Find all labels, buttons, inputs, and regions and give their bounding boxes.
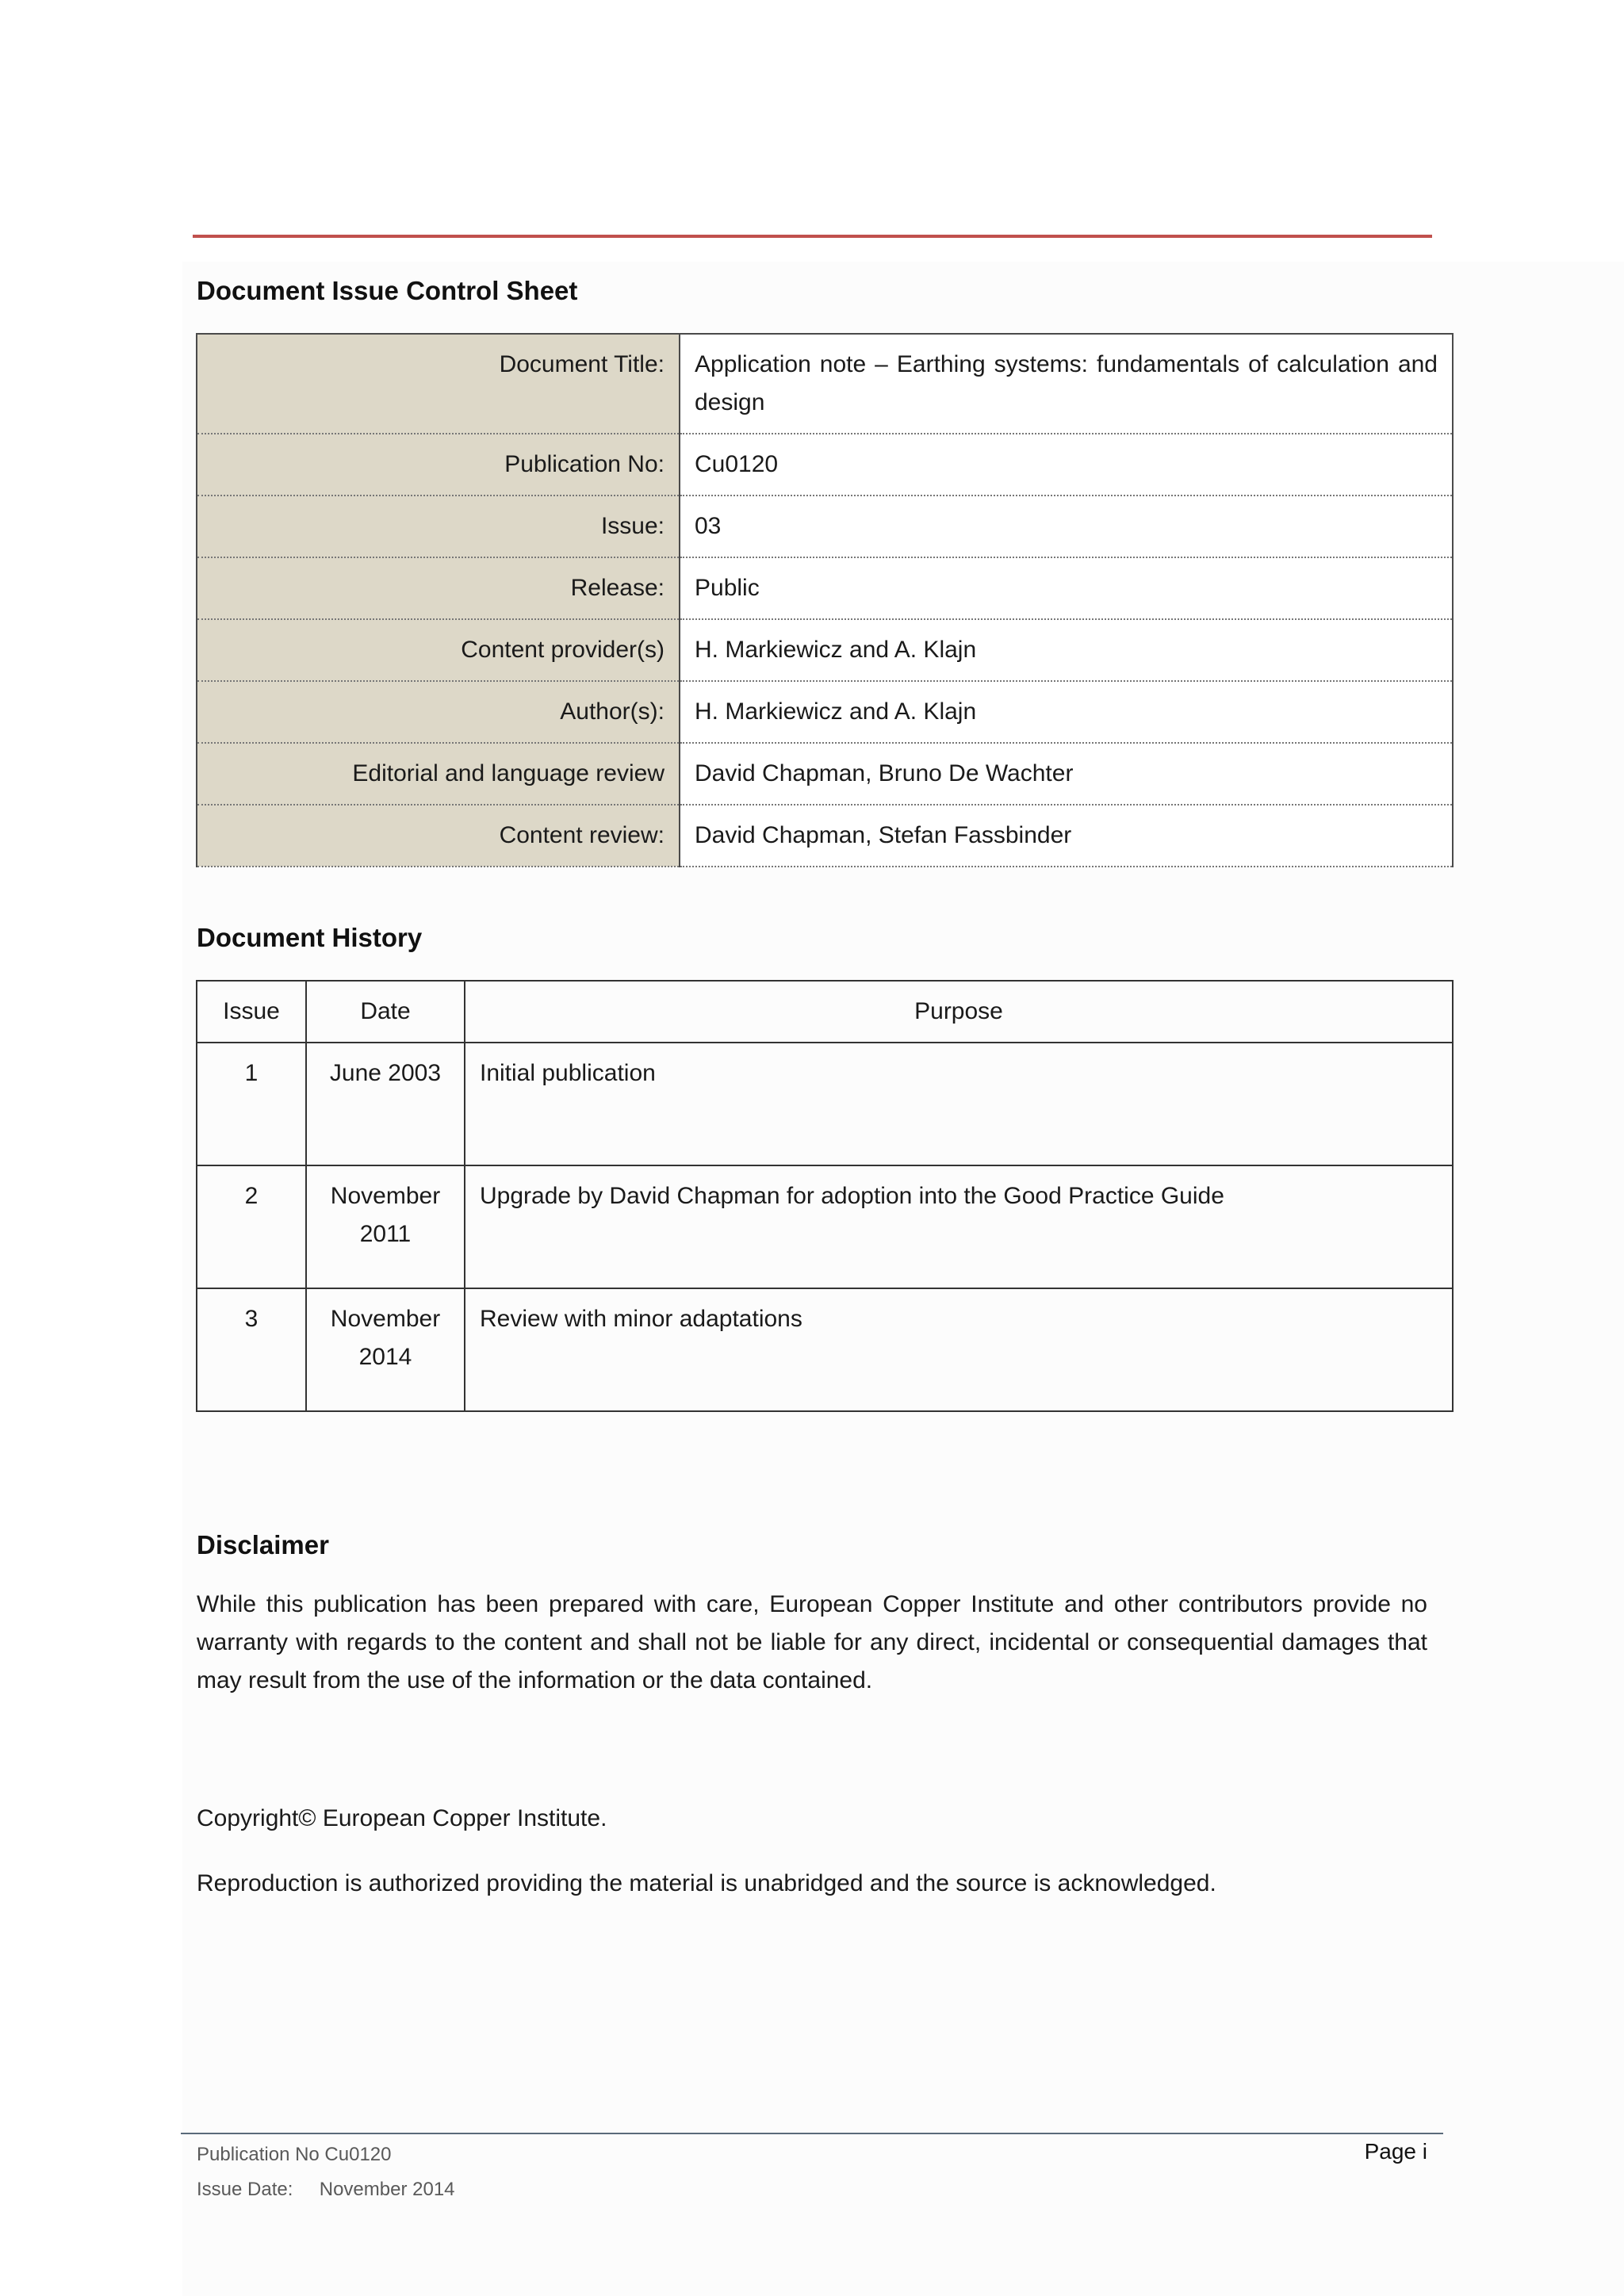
row-label: Author(s): [197,681,680,743]
row-label: Publication No: [197,434,680,496]
copyright-text: Copyright© European Copper Institute. [197,1805,607,1831]
table-row [197,805,1453,867]
cell-purpose: Upgrade by David Chapman for adoption into the Good Practice Guide [465,1165,1453,1288]
cell-issue: 2 [197,1165,306,1288]
control-sheet-heading: Document Issue Control Sheet [197,276,578,305]
table-row [197,557,1453,619]
row-value: David Chapman, Bruno De Wachter [680,743,1453,805]
cell-date: June 2003 [306,1043,465,1165]
reproduction-text: Reproduction is authorized providing the material is unabridged and the source is acknowledged. [197,1870,1216,1896]
table-row [197,681,1453,743]
cell-purpose: Initial publication [465,1043,1453,1165]
cell-date: November 2014 [306,1288,465,1411]
header-rule [193,235,1432,238]
disclaimer-text: While this publication has been prepared with care, European Copper Institute and other contributors provide no warranty with regards to the content and shall not be liable for any direct, incidental or consequential damages that may result from the use of the information or the data contained. [197,1591,1427,1693]
footer-publication: Publication No Cu0120 [197,2144,392,2165]
table-row [197,496,1453,557]
footer-issue-date-label: Issue Date: [197,2179,293,2200]
row-label: Content provider(s) [197,619,680,681]
column-header-issue: Issue [197,981,306,1043]
footer-issue-date [197,2179,455,2201]
row-value: H. Markiewicz and A. Klajn [680,681,1453,743]
row-value: H. Markiewicz and A. Klajn [680,619,1453,681]
row-value: Application note – Earthing systems: fundamentals of calculation and design [680,334,1453,434]
row-label: Release: [197,557,680,619]
disclaimer-heading: Disclaimer [197,1530,329,1559]
cell-issue: 1 [197,1043,306,1165]
footer-issue-date-value: November 2014 [319,2179,455,2200]
row-label: Document Title: [197,334,680,434]
table-row [197,619,1453,681]
row-value: Public [680,557,1453,619]
history-table [196,980,1454,1412]
page-number: Page i [1364,2139,1427,2164]
row-label: Editorial and language review [197,743,680,805]
table-row [197,1165,1453,1288]
table-row [197,334,1453,434]
row-value: David Chapman, Stefan Fassbinder [680,805,1453,867]
cell-issue: 3 [197,1288,306,1411]
cell-date: November 2011 [306,1165,465,1288]
row-label: Content review: [197,805,680,867]
control-sheet-table [196,333,1454,867]
row-value: 03 [680,496,1453,557]
table-row [197,743,1453,805]
table-row [197,1043,1453,1165]
cell-purpose: Review with minor adaptations [465,1288,1453,1411]
column-header-purpose: Purpose [465,981,1453,1043]
row-value: Cu0120 [680,434,1453,496]
history-heading: Document History [197,923,423,952]
table-row [197,434,1453,496]
row-label: Issue: [197,496,680,557]
table-row [197,1288,1453,1411]
column-header-date: Date [306,981,465,1043]
table-header-row [197,981,1453,1043]
footer-rule [181,2133,1443,2134]
